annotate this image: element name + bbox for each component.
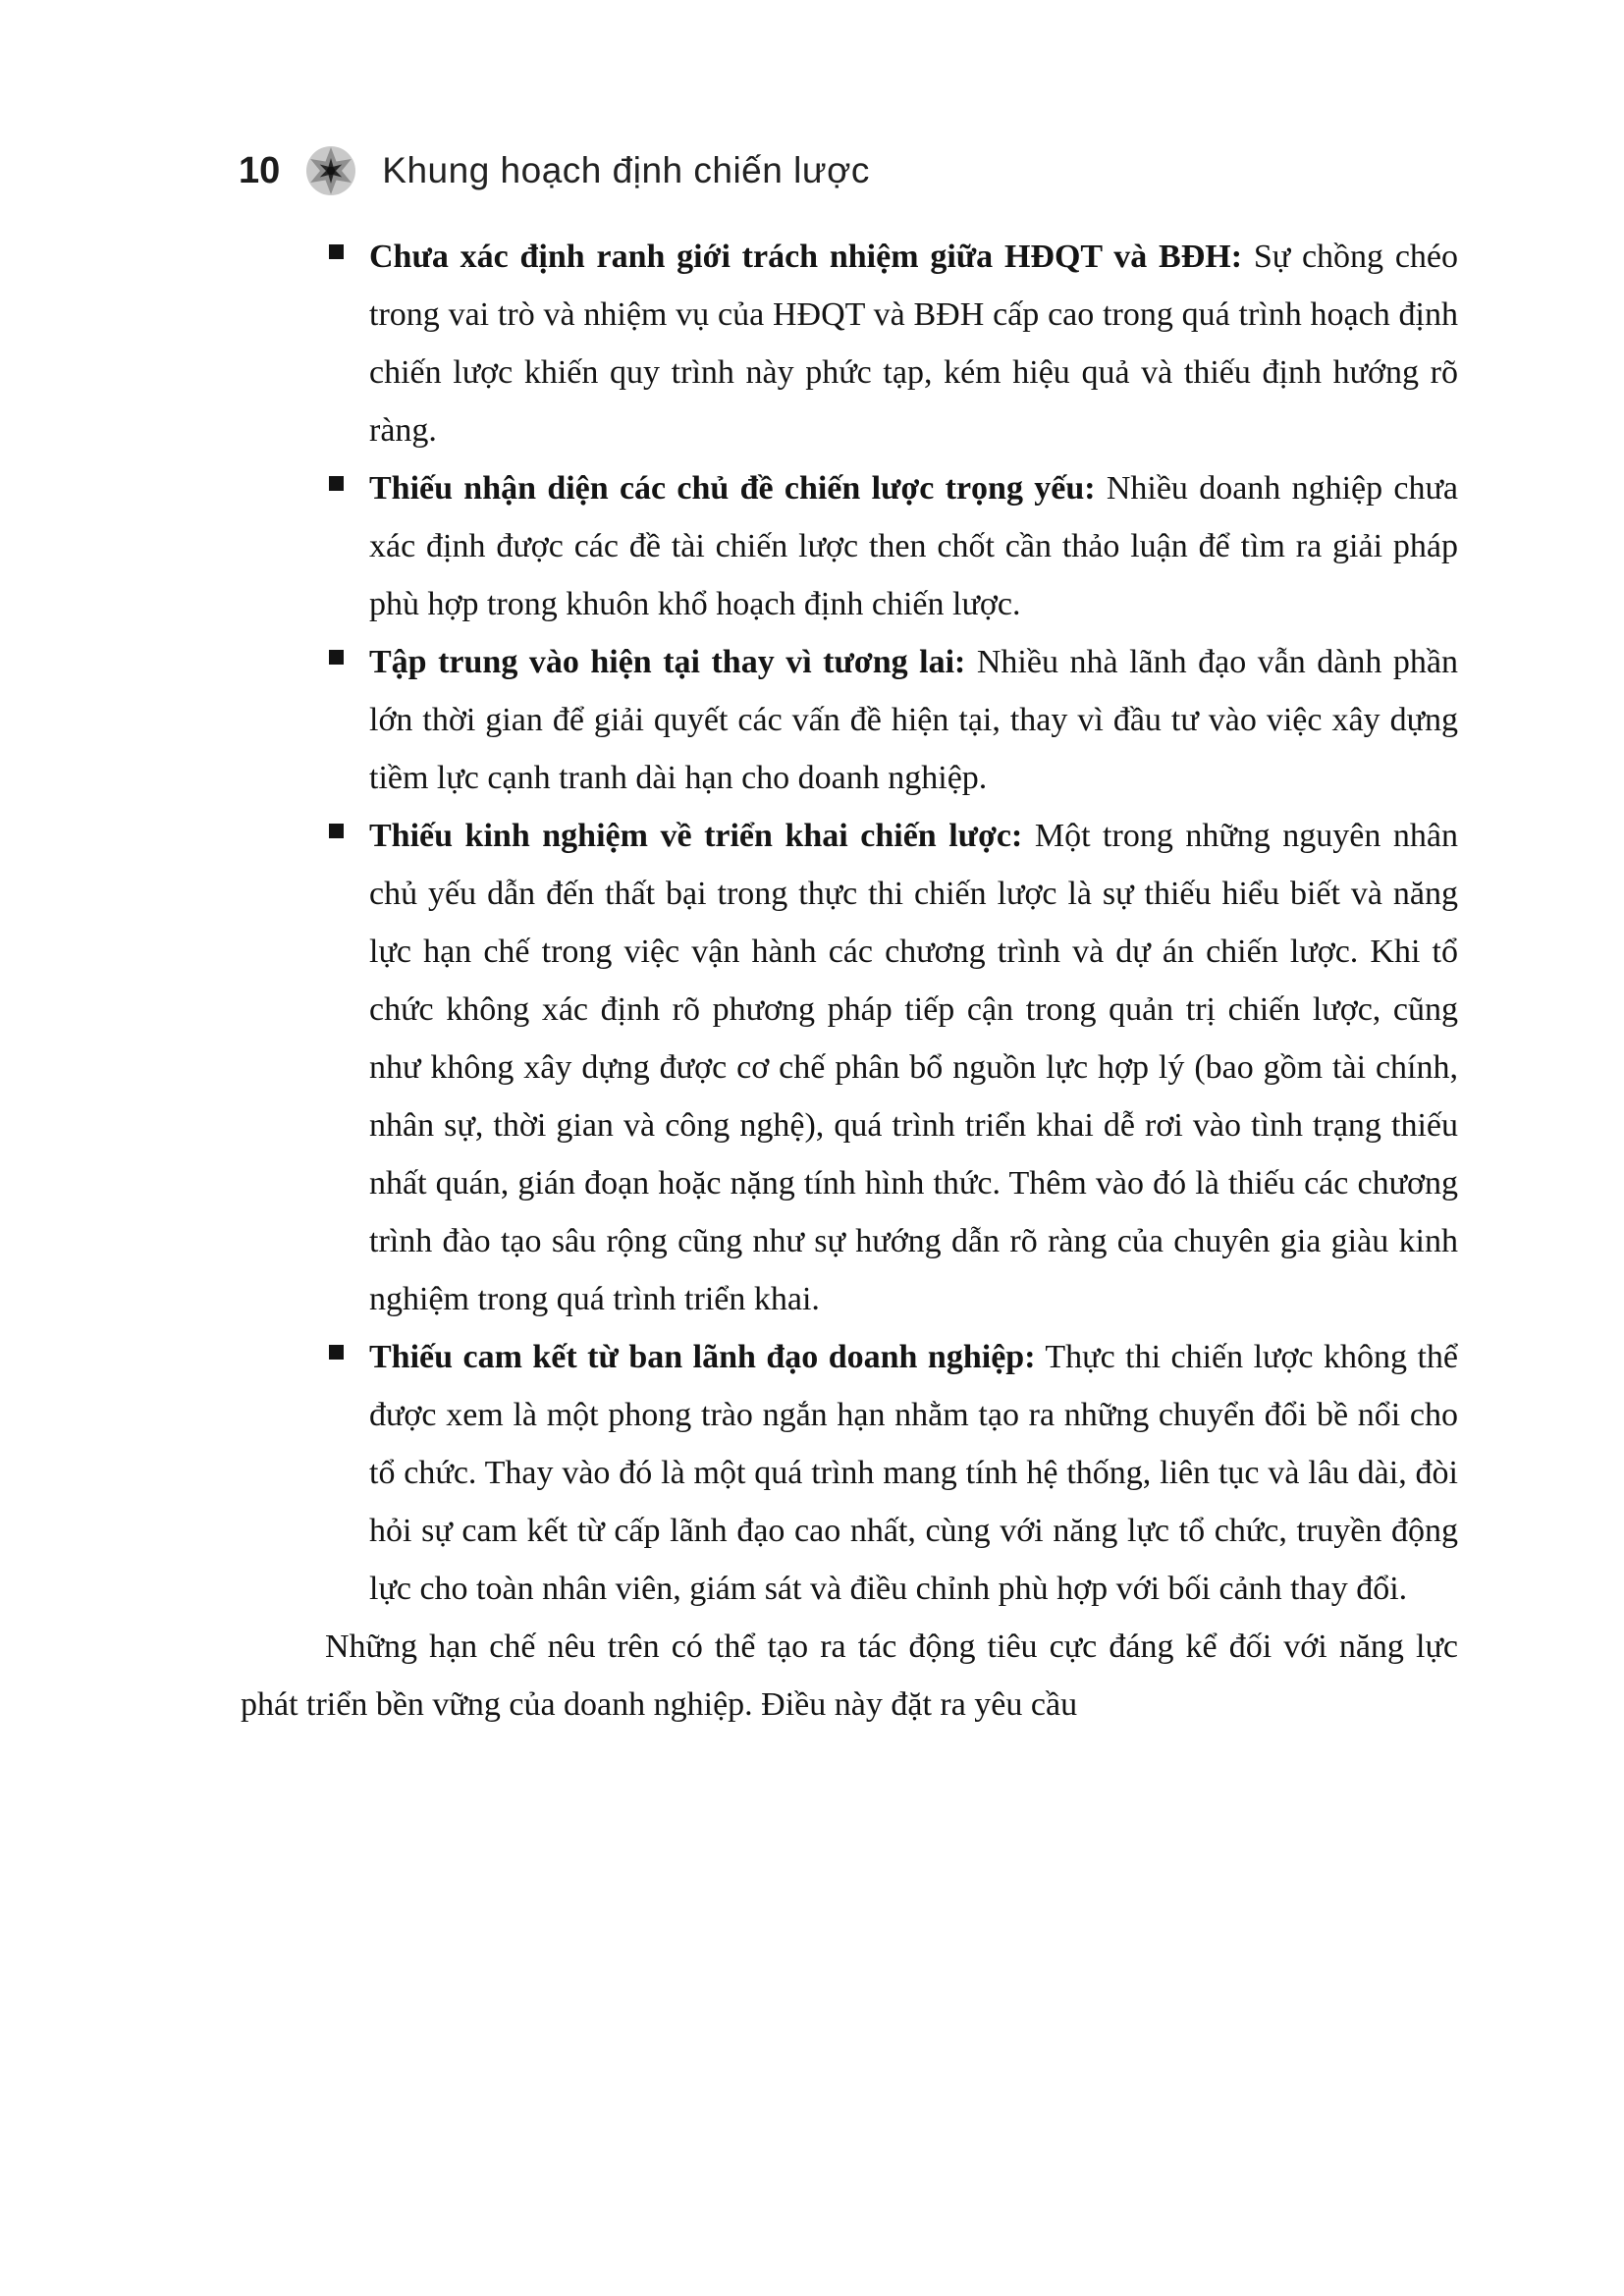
page-body bbox=[241, 228, 1458, 1734]
bullet-square-icon bbox=[329, 244, 344, 259]
bullet-text: Nhiều doanh nghiệp chưa xác định được các đề tài chiến lược then chốt cần thảo luận để tìm ra giải pháp phù hợp trong khuôn khổ hoạch định chiến lược. bbox=[369, 470, 1459, 622]
bullet-text: Sự chồng chéo trong vai trò và nhiệm vụ của HĐQT và BĐH cấp cao trong quá trình hoạch định chiến lược khiến quy trình này phức tạp, kém hiệu quả và thiếu định hướng rõ ràng. bbox=[369, 239, 1459, 449]
bullet-text: Nhiều nhà lãnh đạo vẫn dành phần lớn thời gian để giải quyết các vấn đề hiện tại, thay vì đầu tư vào việc xây dựng tiềm lực cạnh tranh dài hạn cho doanh nghiệp. bbox=[369, 644, 1459, 796]
bullet-item-present-vs-future bbox=[329, 633, 1458, 807]
bullet-item-governance-boundary bbox=[329, 228, 1458, 459]
chapter-title: Khung hoạch định chiến lược bbox=[382, 150, 870, 190]
bullet-item-implementation-experience bbox=[329, 807, 1458, 1328]
bullet-lead: Tập trung vào hiện tại thay vì tương lai: bbox=[369, 644, 966, 680]
bullet-square-icon bbox=[329, 824, 344, 838]
bullet-item-leadership-commitment bbox=[329, 1328, 1458, 1618]
bullet-square-icon bbox=[329, 1345, 344, 1360]
bullet-square-icon bbox=[329, 650, 344, 665]
limitations-bullet-list bbox=[329, 228, 1458, 1618]
bullet-lead: Thiếu cam kết từ ban lãnh đạo doanh nghiệp: bbox=[369, 1339, 1036, 1375]
bullet-lead: Thiếu kinh nghiệm về triển khai chiến lược: bbox=[369, 818, 1023, 854]
bullet-item-strategic-themes bbox=[329, 459, 1458, 633]
bullet-square-icon bbox=[329, 476, 344, 491]
bullet-lead: Chưa xác định ranh giới trách nhiệm giữa HĐQT và BĐH: bbox=[369, 239, 1243, 275]
bullet-text: Thực thi chiến lược không thể được xem là một phong trào ngắn hạn nhằm tạo ra những chuyển đổi bề nổi cho tổ chức. Thay vào đó là một quá trình mang tính hệ thống, liên tục và lâu dài, đòi hỏi sự cam kết từ cấp lãnh đạo cao nhất, cùng với năng lực tổ chức, truyền động lực cho toàn nhân viên, giám sát và điều chỉnh phù hợp với bối cảnh thay đổi. bbox=[369, 1339, 1458, 1607]
running-header bbox=[239, 145, 870, 196]
bullet-text: Một trong những nguyên nhân chủ yếu dẫn đến thất bại trong thực thi chiến lược là sự thiếu hiểu biết và năng lực hạn chế trong việc vận hành các chương trình và dự án chiến lược. Khi tổ chức không xác định rõ phương pháp tiếp cận trong quản trị chiến lược, cũng như không xây dựng được cơ chế phân bổ nguồn lực hợp lý (bao gồm tài chính, nhân sự, thời gian và công nghệ), quá trình triển khai dễ rơi vào tình trạng thiếu nhất quán, gián đoạn hoặc nặng tính hình thức. Thêm vào đó là thiếu các chương trình đào tạo sâu rộng cũng như sự hướng dẫn rõ ràng của chuyên gia giàu kinh nghiệm trong quá trình triển khai. bbox=[369, 818, 1458, 1317]
bullet-lead: Thiếu nhận diện các chủ đề chiến lược trọng yếu: bbox=[369, 470, 1096, 507]
closing-paragraph: Những hạn chế nêu trên có thể tạo ra tác động tiêu cực đáng kể đối với năng lực phát triển bền vững của doanh nghiệp. Điều này đặt ra yêu cầu bbox=[241, 1629, 1458, 1723]
page-number: 10 bbox=[239, 149, 281, 191]
star-flower-ornament-icon bbox=[305, 145, 356, 196]
